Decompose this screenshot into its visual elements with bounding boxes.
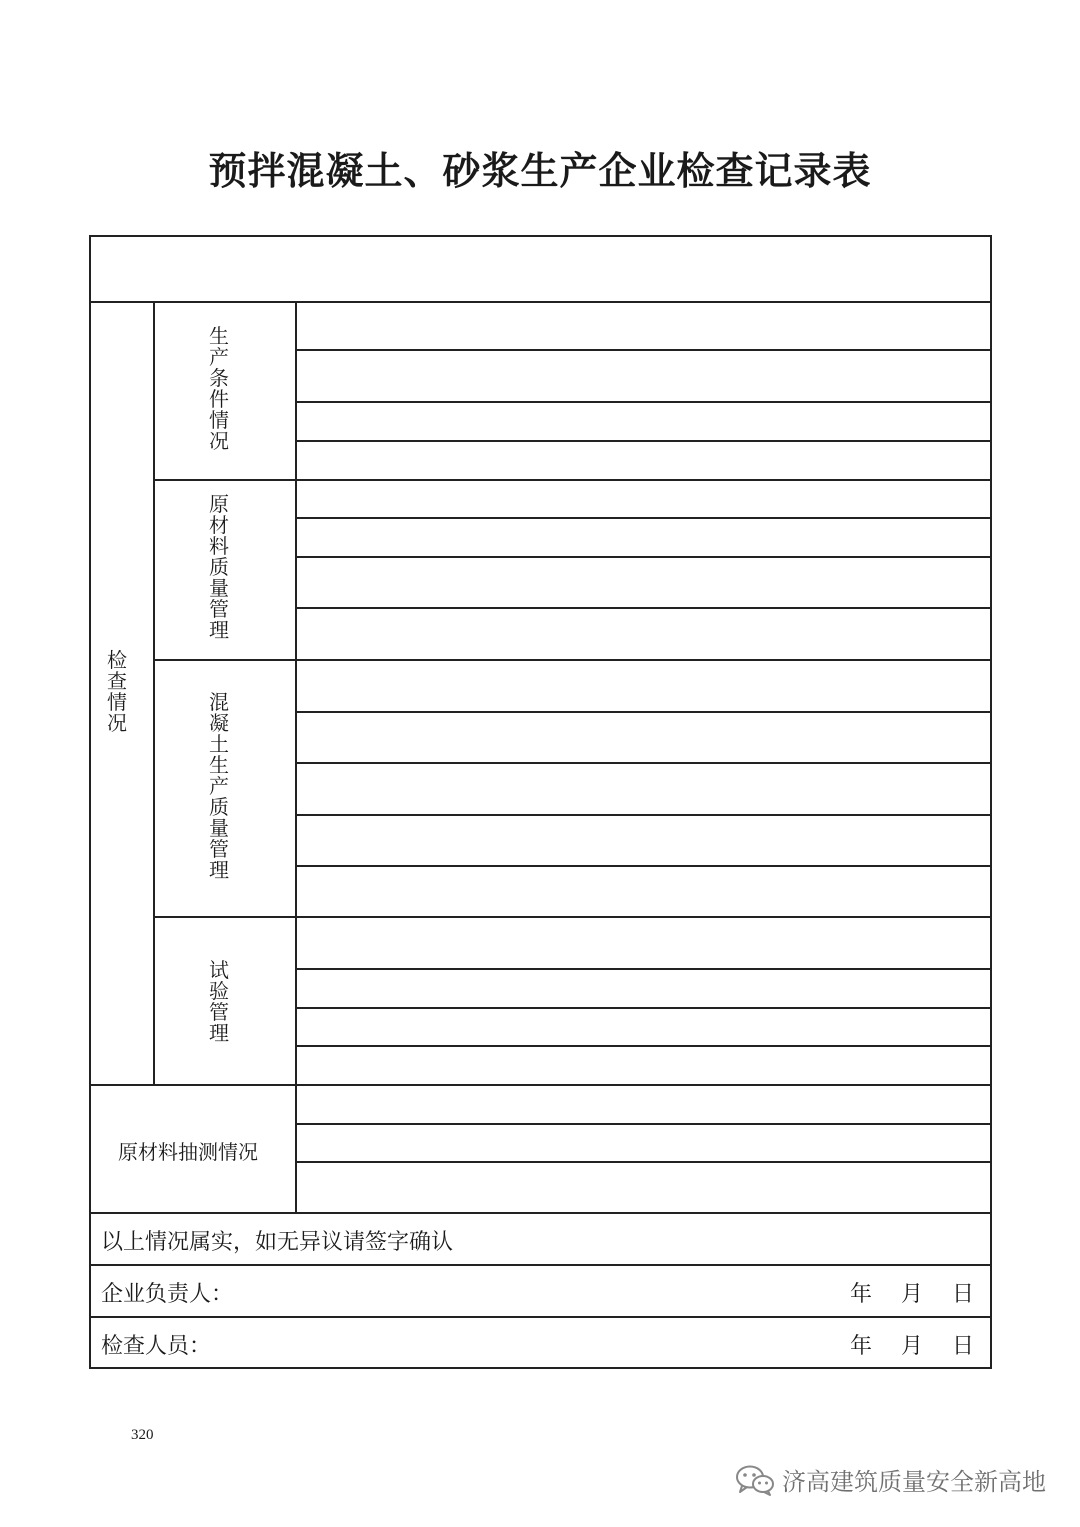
entry-line — [295, 968, 992, 970]
date-year: 年 — [850, 1334, 873, 1359]
table-border-bottom — [89, 1367, 992, 1369]
wechat-icon — [734, 1463, 776, 1497]
row-divider — [89, 301, 992, 303]
entry-line — [295, 711, 992, 713]
entry-line — [295, 814, 992, 816]
table-border-right — [990, 235, 992, 1369]
test-management-label: 试 验 管 理 — [209, 958, 229, 1045]
entry-line — [295, 1007, 992, 1009]
inspector-label: 检查人员： — [101, 1334, 212, 1359]
company-leader-label: 企业负责人： — [101, 1282, 234, 1307]
date-month: 月 — [901, 1282, 924, 1307]
date-day: 日 — [952, 1282, 975, 1307]
entry-line — [295, 440, 992, 442]
section-divider — [153, 916, 992, 918]
column-divider — [295, 301, 297, 1214]
row-divider — [89, 1084, 992, 1086]
entry-line — [295, 1045, 992, 1047]
page-title: 预拌混凝土、砂浆生产企业检查记录表 — [208, 149, 872, 193]
page-number: 320 — [131, 1427, 154, 1443]
entry-line — [295, 401, 992, 403]
entry-line — [295, 762, 992, 764]
raw-material-quality-label: 原 材 料 质 量 管 理 — [209, 492, 229, 642]
raw-material-sampling-label: 原材料抽测情况 — [118, 1140, 258, 1164]
date-month: 月 — [901, 1334, 924, 1359]
date-day: 日 — [952, 1334, 975, 1359]
column-divider — [153, 301, 155, 1086]
entry-line — [295, 556, 992, 558]
row-divider — [89, 1264, 992, 1266]
section-divider — [153, 659, 992, 661]
section-divider — [153, 479, 992, 481]
table-border-left — [89, 235, 91, 1369]
entry-line — [295, 607, 992, 609]
entry-line — [295, 517, 992, 519]
table-border-top — [89, 235, 992, 237]
watermark-footer — [734, 1462, 1046, 1497]
confirmation-text: 以上情况属实，如无异议请签字确认 — [101, 1230, 454, 1255]
entry-line — [295, 865, 992, 867]
entry-line — [295, 1123, 992, 1125]
production-conditions-label: 生 产 条 件 情 况 — [209, 324, 229, 453]
source-account-name: 济高建筑质量安全新高地 — [782, 1468, 1046, 1496]
row-divider — [89, 1316, 992, 1318]
entry-line — [295, 1161, 992, 1163]
concrete-production-quality-label: 混 凝 土 生 产 质 量 管 理 — [209, 690, 229, 882]
entry-line — [295, 349, 992, 351]
check-status-label: 检 查 情 况 — [107, 648, 127, 735]
date-year: 年 — [850, 1282, 873, 1307]
row-divider — [89, 1212, 992, 1214]
